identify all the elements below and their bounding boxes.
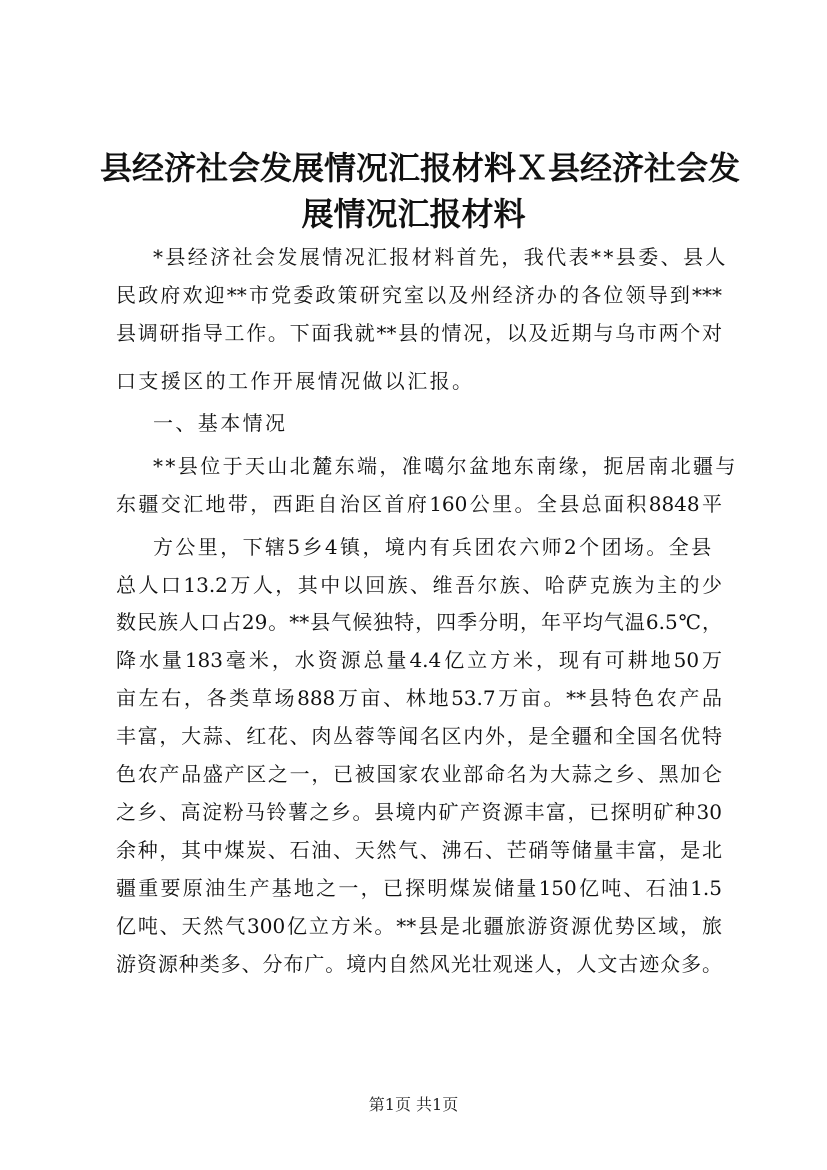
paragraph-line: 丰富，大蒜、红花、肉丛蓉等闻名区内外，是全疆和全国名优特: [116, 724, 722, 748]
section-heading: 一、基本情况: [153, 411, 288, 435]
paragraph-line: 总人口13.2万人，其中以回族、维吾尔族、哈萨克族为主的少: [116, 573, 722, 597]
document-title-line-2: 展情况汇报材料: [301, 195, 526, 233]
paragraph-line: 东疆交汇地带，西距自治区首府160公里。全县总面积8848平: [116, 492, 722, 516]
paragraph-line: 县调研指导工作。下面我就**县的情况，以及近期与乌市两个对: [116, 321, 722, 345]
page-footer: 第1页 共1页: [368, 1095, 459, 1114]
paragraph-line: 民政府欢迎**市党委政策研究室以及州经济办的各位领导到***: [116, 283, 722, 307]
paragraph-line: 亩左右，各类草场888万亩、林地53.7万亩。**县特色农产品: [116, 686, 722, 710]
paragraph-line: 之乡、高淀粉马铃薯之乡。县境内矿产资源丰富，已探明矿种30: [116, 800, 722, 824]
paragraph-line: 降水量183毫米，水资源总量4.4亿立方米，现有可耕地50万: [116, 648, 722, 672]
paragraph-line: *县经济社会发展情况汇报材料首先，我代表**县委、县人: [153, 245, 728, 269]
paragraph-line: 口支援区的工作开展情况做以汇报。: [116, 369, 475, 393]
paragraph-line: 方公里，下辖5乡4镇，境内有兵团农六师2个团场。全县: [153, 535, 714, 559]
paragraph-line: 数民族人口占29。**县气候独特，四季分明，年平均气温6.5℃，: [116, 610, 722, 634]
paragraph-line: 亿吨、天然气300亿立方米。**县是北疆旅游资源优势区域，旅: [116, 914, 722, 938]
paragraph-line: 疆重要原油生产基地之一，已探明煤炭储量150亿吨、石油1.5: [116, 876, 722, 900]
paragraph-line: 游资源种类多、分布广。境内自然风光壮观迷人，人文古迹众多。: [116, 952, 722, 976]
paragraph-line: 色农产品盛产区之一，已被国家农业部命名为大蒜之乡、黑加仑: [116, 762, 722, 786]
paragraph-line: 余种，其中煤炭、石油、天然气、沸石、芒硝等储量丰富，是北: [116, 838, 722, 862]
document-title-line-1: 县经济社会发展情况汇报材料Ｘ县经济社会发: [100, 149, 741, 187]
paragraph-line: **县位于天山北麓东端，准噶尔盆地东南缘，扼居南北疆与: [153, 454, 738, 478]
